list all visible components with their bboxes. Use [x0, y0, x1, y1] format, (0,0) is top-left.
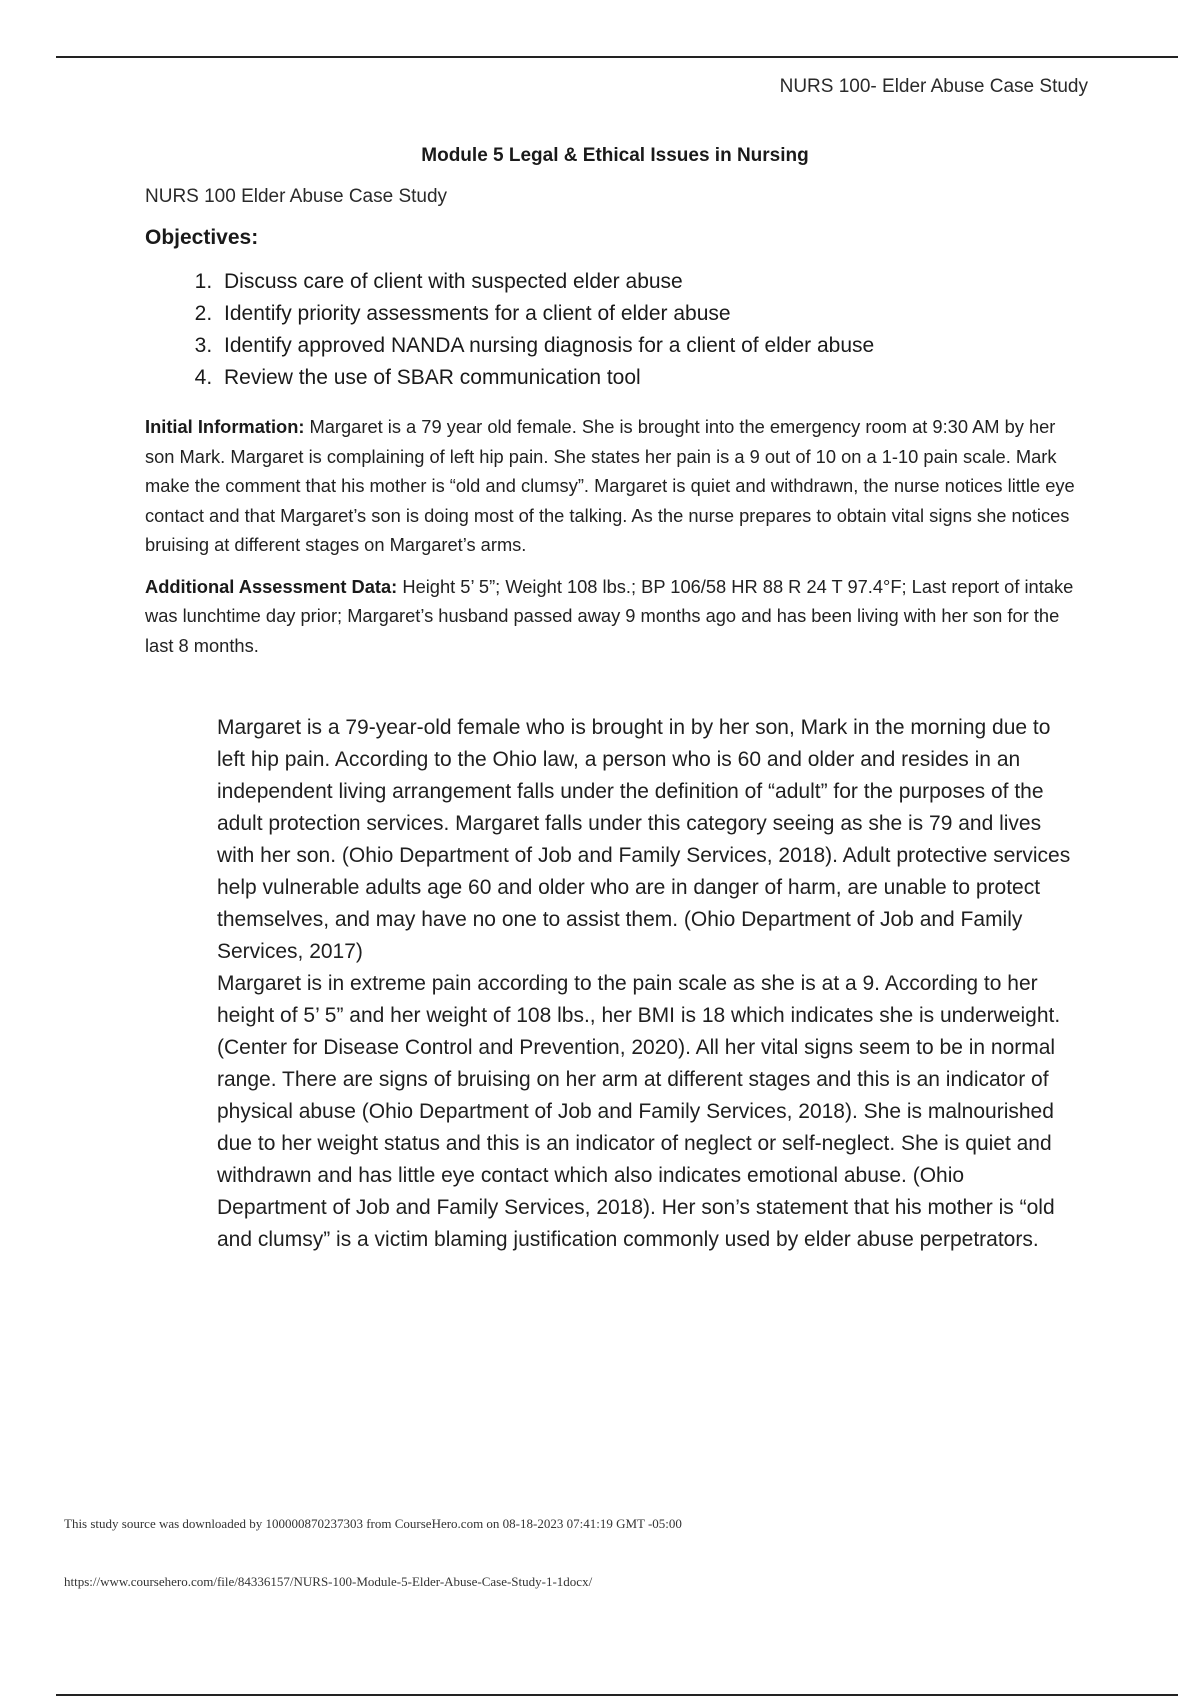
bottom-rule	[56, 1694, 1178, 1696]
objectives-list	[145, 266, 1085, 394]
response-paragraph: Margaret is a 79-year-old female who is brought in by her son, Mark in the morning due to left hip pain. According to the Ohio law, a person who is 60 and older and resides in an independent living arrangement falls under the definition of “adult” for the purposes of the adult protection services. Margaret falls under this category seeing as she is 79 and lives with her son. (Ohio Department of Job and Family Services, 2018). Adult protective services help vulnerable adults age 60 and older who are in danger of harm, are unable to protect themselves, and may have no one to assist them. (Ohio Department of Job and Family Services, 2017)	[217, 716, 1071, 963]
objective-item: 4. Review the use of SBAR communication tool	[218, 362, 1085, 394]
course-line: NURS 100 Elder Abuse Case Study	[145, 186, 448, 207]
additional-assessment-text: Height 5’ 5”; Weight 108 lbs.; BP 106/58 HR 88 R 24 T 97.4°F; Last report of intake was lunchtime day prior; Margaret’s husband passed away 9 months ago and has been living with her son for the last 8 months.	[145, 575, 1074, 656]
initial-information	[145, 412, 1085, 560]
footer-source-line: This study source was downloaded by 100000870237303 from CourseHero.com on 08-18-2023 07:41:19 GMT -05:00	[64, 1516, 682, 1531]
objective-item: 3. Identify approved NANDA nursing diagnosis for a client of elder abuse	[218, 330, 1085, 362]
objective-item: 2. Identify priority assessments for a client of elder abuse	[218, 298, 1085, 330]
initial-information-label: Initial Information:	[145, 416, 305, 437]
top-rule	[56, 56, 1178, 58]
additional-assessment-data	[145, 572, 1085, 661]
module-title: Module 5 Legal & Ethical Issues in Nursing	[421, 145, 809, 166]
student-response	[217, 712, 1079, 1256]
initial-information-text: Margaret is a 79 year old female. She is brought into the emergency room at 9:30 AM by her son Mark. Margaret is complaining of left hip pain. She states her pain is a 9 out of 10 on a 1-10 pain scale. Mark make the comment that his mother is “old and clumsy”. Margaret is quiet and withdrawn, the nurse notices little eye contact and that Margaret’s son is doing most of the talking. As the nurse prepares to obtain vital signs she notices bruising at different stages on Margaret’s arms.	[145, 416, 1075, 555]
objectives-heading: Objectives:	[145, 226, 259, 249]
running-header: NURS 100- Elder Abuse Case Study	[779, 76, 1088, 97]
document-body	[145, 142, 1085, 1256]
objective-item: 1. Discuss care of client with suspected elder abuse	[218, 266, 1085, 298]
additional-assessment-label: Additional Assessment Data:	[145, 575, 398, 597]
footer-url[interactable]: https://www.coursehero.com/file/84336157/NURS-100-Module-5-Elder-Abuse-Case-Study-1-1docx/	[64, 1574, 593, 1589]
response-paragraph: Margaret is in extreme pain according to the pain scale as she is at a 9. According to her height of 5’ 5” and her weight of 108 lbs., her BMI is 18 which indicates she is underweight. (Center for Disease Control and Prevention, 2020). All her vital signs seem to be in normal range. There are signs of bruising on her arm at different stages and this is an indicator of physical abuse (Ohio Department of Job and Family Services, 2018). She is malnourished due to her weight status and this is an indicator of neglect or self-neglect. She is quiet and withdrawn and has little eye contact which also indicates emotional abuse. (Ohio Department of Job and Family Services, 2018). Her son’s statement that his mother is “old and clumsy” is a victim blaming justification commonly used by elder abuse perpetrators.	[217, 972, 1061, 1251]
